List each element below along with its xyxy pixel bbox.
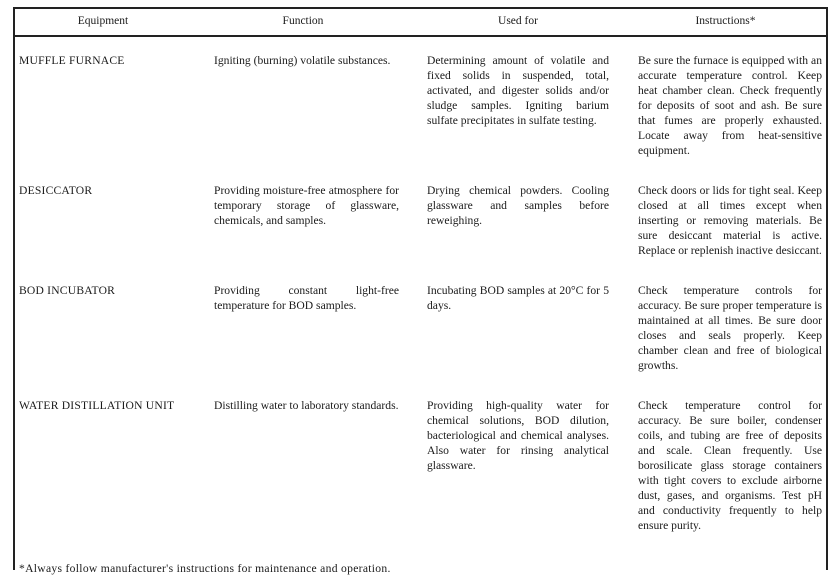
table-header [13, 7, 828, 37]
cell-used-for: Drying chemical powders. Cooling glassware and samples before reweighing. [427, 184, 609, 227]
cell-function: Providing constant light-free temperature for BOD samples. [214, 284, 399, 312]
cell-used-for: Determining amount of volatile and fixed solids in suspended, total, activated, and digester solids and/or sludge samples. Igniting barium sulfate precipitates in sulfate testing. [427, 54, 609, 127]
cell-instructions: Be sure the furnace is equipped with an accurate temperature control. Keep heat chamber clean. Check frequently for deposits of soot and ash. Be sure that fumes are properly exhausted. Locate away from heat-sensitive equipment. [638, 54, 822, 157]
column-header-used-for: Used for [498, 15, 538, 27]
cell-equipment: MUFFLE FURNACE [19, 54, 125, 67]
column-header-instructions: Instructions* [695, 15, 756, 27]
cell-used-for: Providing high-quality water for chemical solutions, BOD dilution, bacteriological and chemical analyses. Also water for rinsing analytical glassware. [427, 399, 609, 472]
cell-equipment: WATER DISTILLATION UNIT [19, 399, 175, 412]
column-header-equipment: Equipment [77, 15, 129, 27]
cell-used-for: Incubating BOD samples at 20°C for 5 days. [427, 284, 609, 312]
cell-instructions: Check temperature controls for accuracy. Be sure proper temperature is maintained at all times. Be sure door closes and seals properly. Keep chamber clean and free of biological growths. [638, 284, 822, 372]
cell-instructions: Check doors or lids for tight seal. Keep closed at all times except when inserting or removing materials. Be sure desiccant material is active. Replace or replenish inactive desiccant. [638, 184, 822, 257]
column-header-function: Function [282, 15, 324, 27]
footnote: *Always follow manufacturer's instructions for maintenance and operation. [19, 562, 391, 575]
cell-equipment: BOD INCUBATOR [19, 284, 116, 297]
cell-function: Distilling water to laboratory standards. [214, 399, 399, 412]
cell-equipment: DESICCATOR [19, 184, 93, 197]
cell-instructions: Check temperature control for accuracy. Be sure boiler, condenser coils, and tubing are free of deposits and scale. Clean frequently. Use borosilicate glass storage containers with tight covers to exclude airborne dust, gases, and organisms. Test pH and conductivity frequently to help ensure purity. [638, 399, 822, 532]
cell-function: Igniting (burning) volatile substances. [214, 54, 391, 67]
cell-function: Providing moisture-free atmosphere for temporary storage of glassware, chemicals, and samples. [214, 184, 399, 227]
